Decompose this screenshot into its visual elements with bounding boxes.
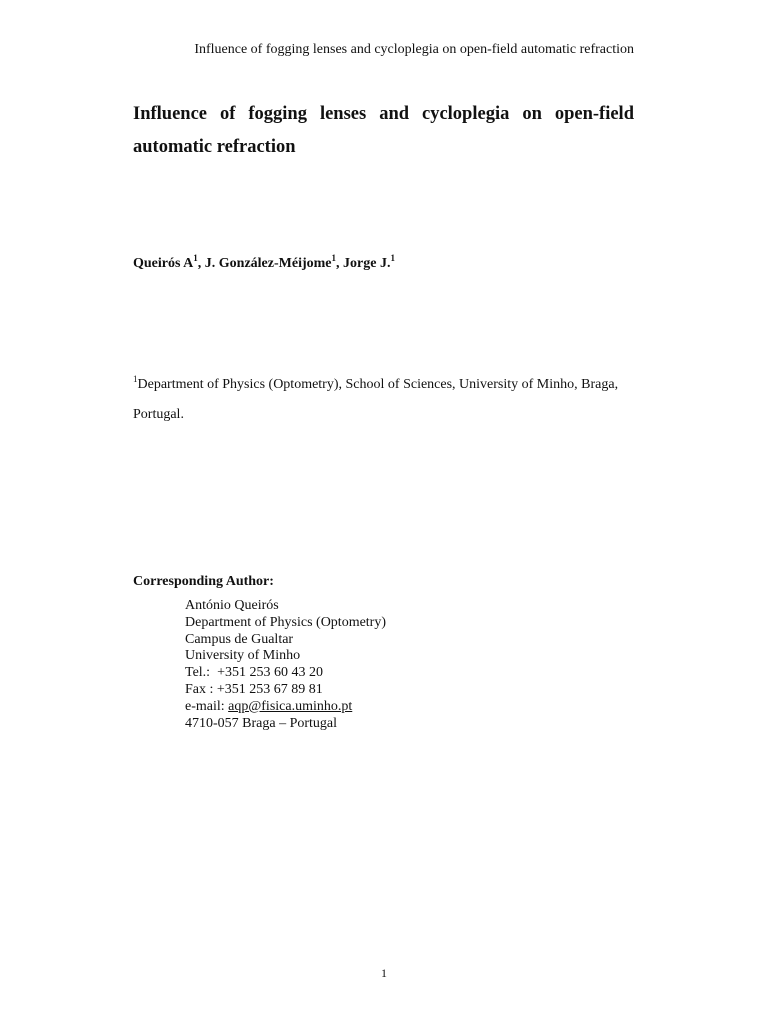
contact-campus: Campus de Gualtar — [185, 631, 294, 647]
author-separator: , — [336, 256, 344, 271]
corresponding-author-label: Corresponding Author: — [133, 574, 274, 589]
contact-tel: Tel.: +351 253 60 43 20 — [185, 665, 323, 681]
contact-email-line — [185, 699, 386, 716]
paper-title: Influence of fogging lenses and cycloplegia on open-field automatic refraction — [133, 104, 634, 157]
contact-department: Department of Physics (Optometry) — [185, 614, 387, 630]
author-list — [133, 253, 395, 272]
affiliation — [133, 370, 634, 430]
contact-university: University of Minho — [185, 648, 301, 664]
contact-address: 4710-057 Braga – Portugal — [185, 715, 338, 731]
author-affiliation-mark: 1 — [193, 253, 198, 263]
contact-email-link[interactable]: aqp@fisica.uminho.pt — [228, 698, 353, 714]
contact-fax: Fax : +351 253 67 89 81 — [185, 681, 323, 697]
author-name: Queirós A — [133, 256, 194, 271]
author-separator: , — [197, 256, 205, 271]
corresponding-author-contact — [185, 598, 386, 732]
contact-name: António Queirós — [185, 598, 279, 613]
author-name: Jorge J. — [343, 256, 391, 271]
author-affiliation-mark: 1 — [390, 253, 395, 263]
affiliation-text: Department of Physics (Optometry), School of Sciences, University of Minho, Braga, Portugal. — [133, 377, 619, 422]
contact-email-prefix: e-mail: — [185, 698, 229, 714]
page-number: 1 — [381, 966, 387, 980]
affiliation-mark: 1 — [133, 374, 138, 384]
author-name: J. González-Méijome — [204, 256, 332, 271]
running-header: Influence of fogging lenses and cycloplegia on open-field automatic refraction — [194, 42, 634, 57]
author-affiliation-mark: 1 — [331, 253, 337, 263]
